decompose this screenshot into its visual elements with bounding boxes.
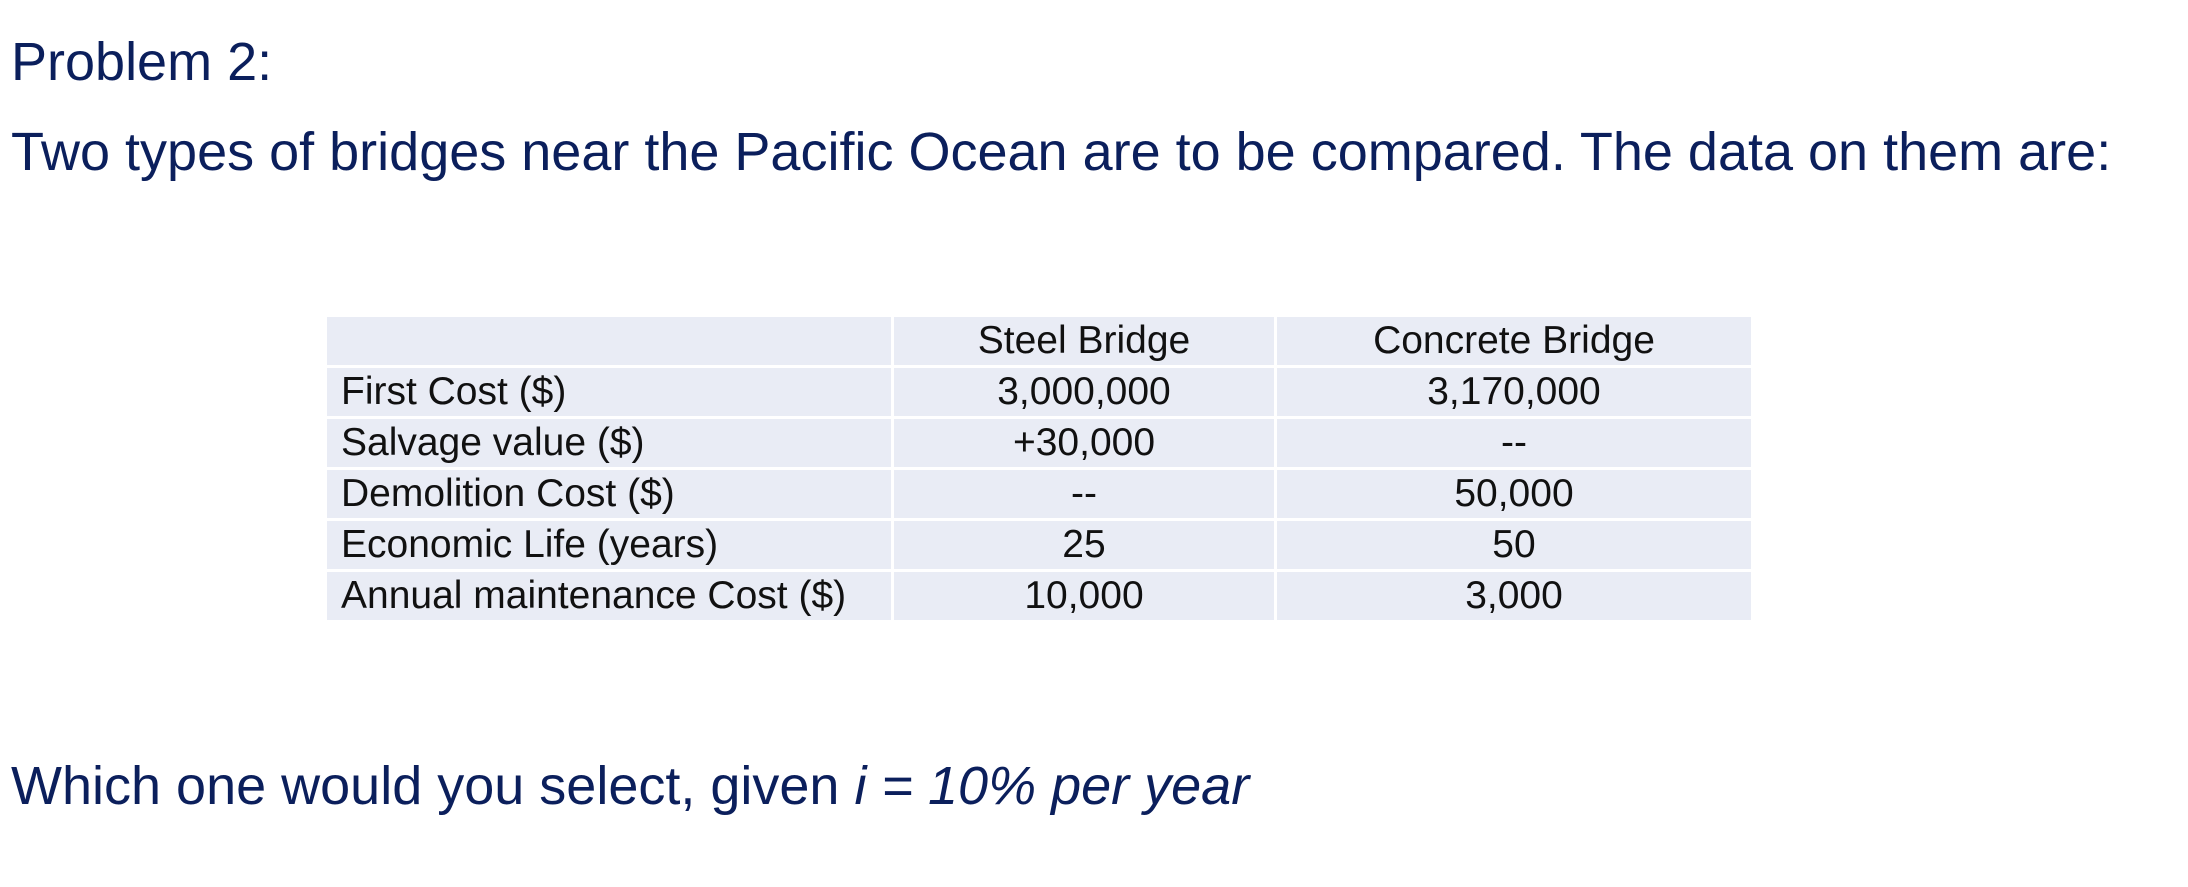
table-row: [326, 469, 1753, 520]
header-blank-cell: [326, 316, 893, 367]
problem-title: Problem 2:: [11, 32, 273, 92]
steel-value: 10,000: [893, 571, 1276, 622]
table-header-row: [326, 316, 1753, 367]
problem-statement: Two types of bridges near the Pacific Ocean are to be compared. The data on them are:: [11, 122, 2112, 182]
header-concrete-bridge: Concrete Bridge: [1276, 316, 1753, 367]
concrete-value: 50,000: [1276, 469, 1753, 520]
interest-rate-expression: i = 10% per year: [854, 756, 1250, 816]
steel-value: +30,000: [893, 418, 1276, 469]
row-label: First Cost ($): [326, 367, 893, 418]
bridge-comparison-table: [324, 314, 1754, 623]
question-line: [11, 752, 1249, 820]
header-steel-bridge: Steel Bridge: [893, 316, 1276, 367]
question-text: Which one would you select, given: [11, 756, 855, 816]
steel-value: --: [893, 469, 1276, 520]
row-label: Annual maintenance Cost ($): [326, 571, 893, 622]
table-row: [326, 520, 1753, 571]
concrete-value: 3,000: [1276, 571, 1753, 622]
table-row: [326, 367, 1753, 418]
table-row: [326, 418, 1753, 469]
row-label: Salvage value ($): [326, 418, 893, 469]
table-row: [326, 571, 1753, 622]
concrete-value: 50: [1276, 520, 1753, 571]
row-label: Economic Life (years): [326, 520, 893, 571]
row-label: Demolition Cost ($): [326, 469, 893, 520]
steel-value: 25: [893, 520, 1276, 571]
steel-value: 3,000,000: [893, 367, 1276, 418]
concrete-value: 3,170,000: [1276, 367, 1753, 418]
concrete-value: --: [1276, 418, 1753, 469]
